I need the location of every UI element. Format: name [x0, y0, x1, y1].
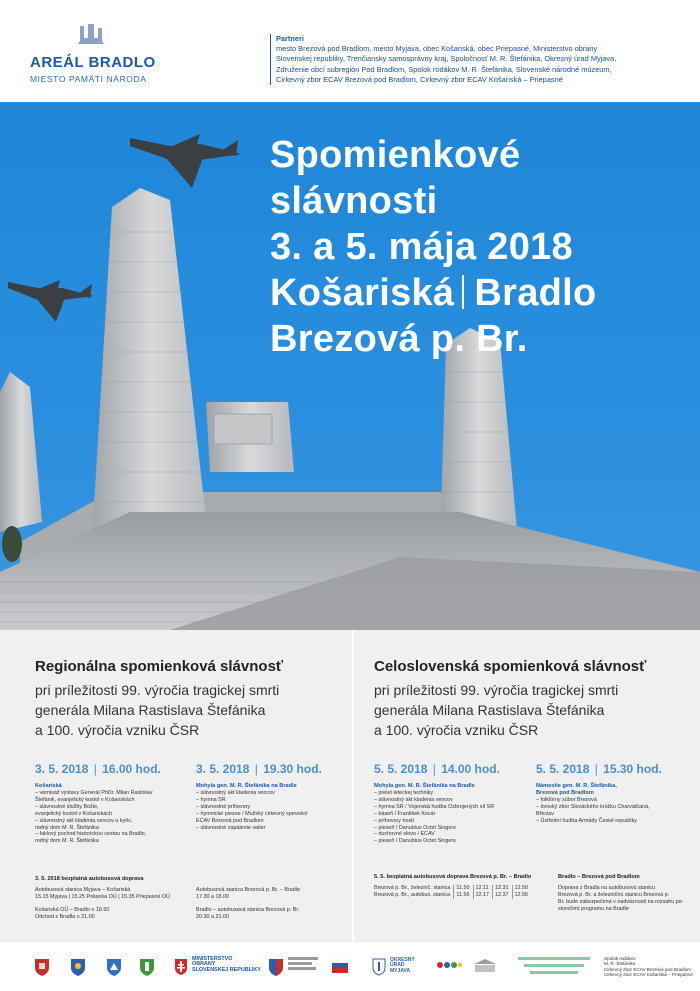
event-place: Námestie gen. M. R. Štefánika, Brezová pod Bradlom: [536, 783, 617, 796]
occasion-line: a 100. výročia vzniku ČSR: [35, 722, 200, 738]
bus-line: Bradlo – autobusová stanica Brezová p. Br.: [196, 906, 300, 913]
event-date-time: 3. 5. 2018 | 16.00 hod.: [35, 762, 161, 776]
departure-time: 12.37: [493, 892, 513, 899]
departure-time: 12.11: [473, 885, 493, 892]
regional-occasion: [35, 680, 355, 740]
event-program: [374, 783, 532, 845]
bus-timetable: [374, 874, 549, 899]
departure-time: 12.50: [512, 885, 531, 892]
partners-title: Partneri: [276, 34, 304, 43]
logo-text-line: M. R. Štefánika: [604, 961, 636, 967]
dots-logo-icon: [436, 958, 462, 972]
flag-icon: [332, 958, 348, 974]
jet-fighter-icon: [8, 280, 94, 322]
coat-of-arms-icon: [34, 958, 50, 976]
partners-line: mesto Brezová pod Bradlom, mesto Myjava, obec Košariská, obec Priepasné, Ministerstvo obrany: [276, 44, 598, 54]
event-time: 16.00 hod.: [102, 762, 161, 776]
museum-logo-icon: [472, 958, 498, 974]
event-date-time: 5. 5. 2018 | 15.30 hod.: [536, 762, 662, 776]
bus-title: 3. 5. 2018 bezplatná autobusová doprava: [35, 876, 144, 882]
coat-of-arms-icon: [139, 958, 155, 976]
event-program: [196, 783, 346, 831]
program-item: rodný dom M. R. Štefánika: [35, 838, 99, 845]
table-row: [374, 885, 531, 892]
program-item: – prelet leteckej techniky: [374, 790, 434, 796]
event-date-time: 3. 5. 2018 | 19.30 hod.: [196, 762, 322, 776]
program-item: – príhovory hostí: [374, 817, 415, 824]
departure-time: 12.31: [493, 885, 513, 892]
regional-title: Regionálna spomienková slávnosť: [35, 658, 284, 675]
bus-info: [196, 887, 346, 921]
partners-line: Slovenskej republiky, Trenčiansky samosprávny kraj, Spoločnosť M. R. Štefánika, Okresný úrad Myjava,: [276, 54, 617, 64]
occasion-line: pri príležitosti 99. výročia tragickej smrti: [374, 682, 619, 698]
occasion-line: pri príležitosti 99. výročia tragickej smrti: [35, 682, 280, 698]
program-item: – slávnostné služby Božie,: [35, 803, 99, 810]
departure-time: 12.17: [473, 892, 493, 899]
departure-time: 11.56: [454, 892, 473, 899]
logo-text-line: MYJAVA: [390, 967, 411, 974]
partners-block: [270, 34, 690, 85]
tree: [2, 526, 22, 562]
hero-photo: [0, 102, 700, 630]
event-time: 14.00 hod.: [441, 762, 500, 776]
program-item: – hymna SR: [196, 796, 226, 803]
program-item: – slávnostné príhovory: [196, 803, 251, 810]
partners-line: Cirkevný zbor ECAV Brezová pod Bradlom, Cirkevný zbor ECAV Košariská – Priepasné: [276, 74, 563, 84]
title-dates: 3. a 5. mája 2018: [270, 226, 573, 268]
program-item: – vernisáž výstavy Generál PhDr. Milan Rastislav: [35, 790, 153, 796]
bus-line: Br. bude zabezpečená v nadväznosti na rozsahu po: [558, 898, 682, 905]
event-date: 3. 5. 2018: [35, 762, 89, 776]
stop-name: Brezová p. Br., autobus. stanica: [374, 892, 451, 898]
program-item: Štefánik, evanjelický kostol v Košariskách: [35, 796, 135, 803]
program-item: Břeclav: [536, 810, 554, 817]
event-date: 5. 5. 2018: [374, 762, 428, 776]
slovak-emblem-icon: [174, 958, 188, 976]
separator: [462, 275, 464, 309]
event-time: 15.30 hod.: [603, 762, 662, 776]
program-item: rodný dom M. R. Štefánika: [35, 824, 99, 831]
logo-text-line: SLOVENSKEJ REPUBLIKY: [192, 966, 261, 973]
departure-time: 12.56: [512, 892, 531, 899]
event-date-time: 5. 5. 2018 | 14.00 hod.: [374, 762, 500, 776]
logo-text-line: Cirkevný zbor ECAV Brezová pod Bradlom: [604, 966, 691, 972]
logo-text-line: Cirkevný zbor ECAV Košariská – Priepasné: [604, 972, 693, 978]
left-obelisk: [0, 372, 42, 532]
logo-text-line: MINISTERSTVO: [192, 956, 233, 962]
event-program: [35, 783, 190, 845]
national-ceremony-column: [354, 630, 700, 942]
national-occasion: [374, 680, 694, 740]
program-item: – hymna SR / Vojenská hudba Ozbrojených síl SR: [374, 803, 495, 810]
program-item: – ženský zbor Slováckého krúžku Charvátčaná,: [536, 803, 650, 810]
logo-subtitle: MIESTO PAMÄTI NÁRODA: [30, 74, 147, 84]
program-item: – slávnostný akt kladenia vencov a kytíc,: [35, 817, 133, 824]
program-item: – slávnostný akt kladenia vencov: [196, 790, 275, 796]
event-title: [270, 132, 597, 362]
logo-text-line: OBRANY: [192, 961, 216, 968]
title-place-brezova: Brezová p. Br.: [270, 318, 528, 360]
bus-line: Odchod z Bradla o 21.00: [35, 913, 95, 920]
stop-name: Brezová p. Br., železnič. stanica: [374, 885, 451, 891]
place-bradlo: Bradlo: [474, 272, 597, 314]
occasion-line: generála Milana Rastislava Štefánika: [374, 702, 605, 718]
logo-text-line: ÚRAD: [390, 962, 405, 969]
program-section: [0, 630, 700, 942]
occasion-line: generála Milana Rastislava Štefánika: [35, 702, 266, 718]
jet-fighter-icon: [130, 134, 242, 188]
program-item: – báseň / František Kovár: [374, 810, 436, 817]
event-place: Mohyla gen. M. R. Štefánika na Bradle: [374, 783, 475, 789]
event-program: [536, 783, 686, 825]
title-line: slávnosti: [270, 180, 438, 222]
bus-title: Bradlo – Brezová pod Bradlom: [558, 874, 640, 880]
bus-line: 15.15 Myjava | 15.25 Polianka OÚ | 15.35 Priepasné OÚ: [35, 893, 170, 900]
bus-line: Doprava z Bradla na autobusovú stanicu: [558, 885, 656, 891]
coat-of-arms-icon: [70, 958, 86, 976]
logo-text-line: Spolok rodákov: [604, 956, 636, 961]
bus-info: [35, 876, 195, 921]
event-place: Mohyla gen. M. R. Štefánika na Bradle: [196, 783, 297, 789]
bus-line: 20.30 a 21.00: [196, 913, 229, 920]
monument-logo-icon: [78, 24, 104, 44]
header: [0, 0, 700, 102]
bus-line: Autobusová stanica Brezová p. Br. – Bradlo: [196, 887, 300, 893]
title-line: Spomienkové: [270, 134, 521, 176]
event-date: 3. 5. 2018: [196, 762, 250, 776]
program-item: – duchovné slovo / ECAV: [374, 831, 435, 838]
bus-title: 5. 5. bezplatná autobusová doprava Brezová p. Br. – Bradlo: [374, 874, 532, 880]
bus-line: Autobusová stanica Myjava – Košariská: [35, 887, 131, 893]
coat-of-arms-icon: [106, 958, 122, 976]
program-item: – Ústřední hudba Armády České republiky: [536, 817, 637, 824]
logo-text-line: OKRESNÝ: [390, 957, 415, 963]
departure-time: 11.50: [454, 885, 473, 892]
program-item: – slávnostné zapálenie vatier: [196, 824, 266, 831]
program-item: – folklórny súbor Brezová: [536, 797, 597, 803]
logo-title: AREÁL BRADLO: [30, 54, 156, 71]
national-title: Celoslovenská spomienková slávnosť: [374, 658, 647, 675]
bus-return-info: [558, 874, 690, 913]
event-time: 19.30 hod.: [263, 762, 322, 776]
bus-line: Brezová p. Br. a železničnú stanicu Brezová p.: [558, 891, 670, 898]
occasion-line: a 100. výročia vzniku ČSR: [374, 722, 539, 738]
program-item: – pieseň / Danubius Octet Singers: [374, 824, 456, 831]
bus-line: skončení programu na Bradle: [558, 905, 629, 912]
program-item: – slávnostný akt kladenia vencov: [374, 796, 453, 803]
bus-line: Košariská OÚ – Bradlo o 18.50: [35, 906, 110, 913]
ecav-text: [604, 956, 700, 978]
table-row: [374, 892, 531, 899]
title-places: [270, 270, 597, 316]
event-place: Košariská: [35, 783, 62, 789]
coat-of-arms-icon: [268, 958, 284, 976]
partner-logos: [0, 942, 700, 991]
regional-ceremony-column: [0, 630, 352, 942]
timetable: [374, 885, 531, 899]
program-item: – hymnické piesne / Mužský cirkevný spevokol: [196, 810, 308, 817]
partners-line: Združenie obcí subregión Pod Bradlom, Spolok rodákov M. R. Štefánika, Slovenské národné múzeum,: [276, 64, 612, 74]
okresny-urad-text: [390, 958, 415, 974]
program-item: – faklový pochod historickou cestou na Bradlo,: [35, 831, 147, 838]
region-logo-text: [288, 957, 318, 970]
program-item: ECAV Brezová pod Bradlom: [196, 817, 264, 824]
program-item: evanjelický kostol v Košariskách: [35, 810, 112, 817]
place-kosariska: Košariská: [270, 272, 455, 314]
event-date: 5. 5. 2018: [536, 762, 590, 776]
snm-logo-icon: [518, 955, 590, 977]
program-item: – pieseň / Danubius Octet Singers: [374, 838, 456, 845]
state-emblem-icon: [372, 958, 386, 976]
bus-line: 17.30 a 18.00: [196, 893, 229, 900]
ministry-logo-text: [192, 957, 261, 973]
